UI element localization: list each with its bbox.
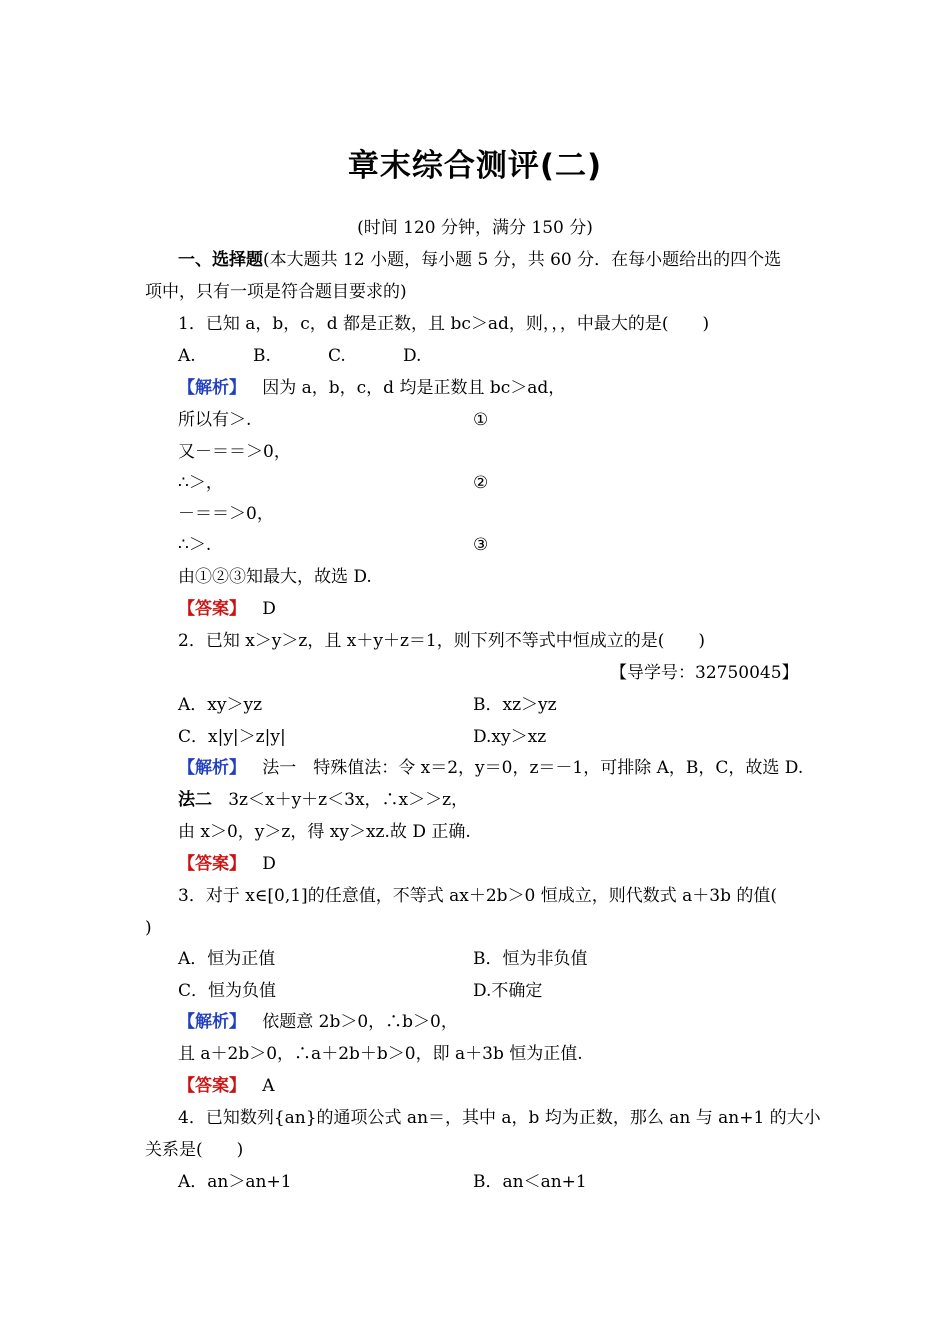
q1-step-3: ∴＞， [178,473,223,493]
q1-answer-value: D [262,599,276,619]
q1-analysis [178,376,565,400]
q4-option-b: B．an＜an+1 [473,1172,587,1192]
q1-step-6: 由①②③知最大，故选 D. [178,567,372,587]
q2-method-2 [178,788,468,812]
q2-answer-value: D [262,854,276,874]
q2-option-d: D.xy＞xz [473,727,547,747]
q3-stem-2: ) [145,918,152,938]
q1-step-5: ∴＞. [178,535,212,555]
section-heading: 一、选择题 [178,250,263,270]
q1-step-4: －＝＝＞0， [178,504,274,524]
q2-guide-number: 【导学号：32750045】 [610,663,799,683]
q2-analysis [178,756,803,780]
section-desc-2: 项中，只有一项是符合题目要求的) [145,282,407,302]
q2-line-3: 由 x＞0，y＞z，得 xy＞xz.故 D 正确. [178,822,471,842]
analysis-label: 【解析】 [178,758,246,778]
q2-method-2-text: 3z＜x＋y＋z＜3x，∴x＞＞z， [228,790,469,810]
answer-label: 【答案】 [178,599,246,619]
q1-step-2: 又－＝＝＞0， [178,442,291,462]
section-header [178,248,781,272]
q3-analysis-text: 依题意 2b＞0，∴b＞0， [262,1012,458,1032]
q3-answer [178,1074,275,1098]
q2-method-1: 法一 特殊值法：令 x＝2，y＝0，z＝－1，可排除 A，B，C，故选 D. [262,758,804,778]
page-title: 章末综合测评(二) [347,148,603,184]
q1-step-3-mark: ② [473,473,489,493]
q1-stem: 1．已知 a，b，c，d 都是正数，且 bc＞ad，则，，，中最大的是( ) [178,314,710,334]
q4-option-a: A．an＞an+1 [178,1172,292,1192]
q1-option-d: D. [403,346,422,366]
answer-label: 【答案】 [178,854,246,874]
q1-step-1: 所以有＞. [178,410,252,430]
answer-label: 【答案】 [178,1076,246,1096]
q1-option-a: A. [178,346,196,366]
q4-stem-2: 关系是( ) [145,1140,244,1160]
q4-stem-1: 4．已知数列{an}的通项公式 an＝，其中 a，b 均为正数，那么 an 与 an+1 的大小 [178,1108,821,1128]
q2-option-a: A．xy＞yz [178,695,263,715]
section-desc-1: (本大题共 12 小题，每小题 5 分，共 60 分．在每小题给出的四个选 [263,250,782,270]
q3-option-c: C．恒为负值 [178,981,277,1001]
q2-method-2-label: 法二 [178,790,212,810]
q1-option-b: B. [253,346,271,366]
q1-answer [178,597,276,621]
q3-analysis [178,1010,458,1034]
q3-option-b: B．恒为非负值 [473,949,588,969]
q1-analysis-text: 因为 a，b，c，d 均是正数且 bc＞ad， [262,378,566,398]
q3-option-a: A．恒为正值 [178,949,276,969]
analysis-label: 【解析】 [178,1012,246,1032]
q1-step-1-mark: ① [473,410,489,430]
q3-answer-value: A [262,1076,275,1096]
subtitle: (时间 120 分钟，满分 150 分) [357,218,593,238]
q1-option-c: C. [328,346,346,366]
analysis-label: 【解析】 [178,378,246,398]
q2-option-b: B．xz＞yz [473,695,557,715]
q1-step-5-mark: ③ [473,535,489,555]
q3-stem-1: 3．对于 x∈[0,1]的任意值，不等式 ax＋2b＞0 恒成立，则代数式 a＋3b 的值( [178,886,778,906]
q3-option-d: D.不确定 [473,981,543,1001]
q2-answer [178,852,276,876]
q3-line-2: 且 a＋2b＞0，∴a＋2b＋b＞0，即 a＋3b 恒为正值. [178,1044,583,1064]
q2-option-c: C．x|y|＞z|y| [178,727,286,747]
q2-stem: 2．已知 x＞y＞z，且 x＋y＋z＝1，则下列不等式中恒成立的是( ) [178,631,705,651]
